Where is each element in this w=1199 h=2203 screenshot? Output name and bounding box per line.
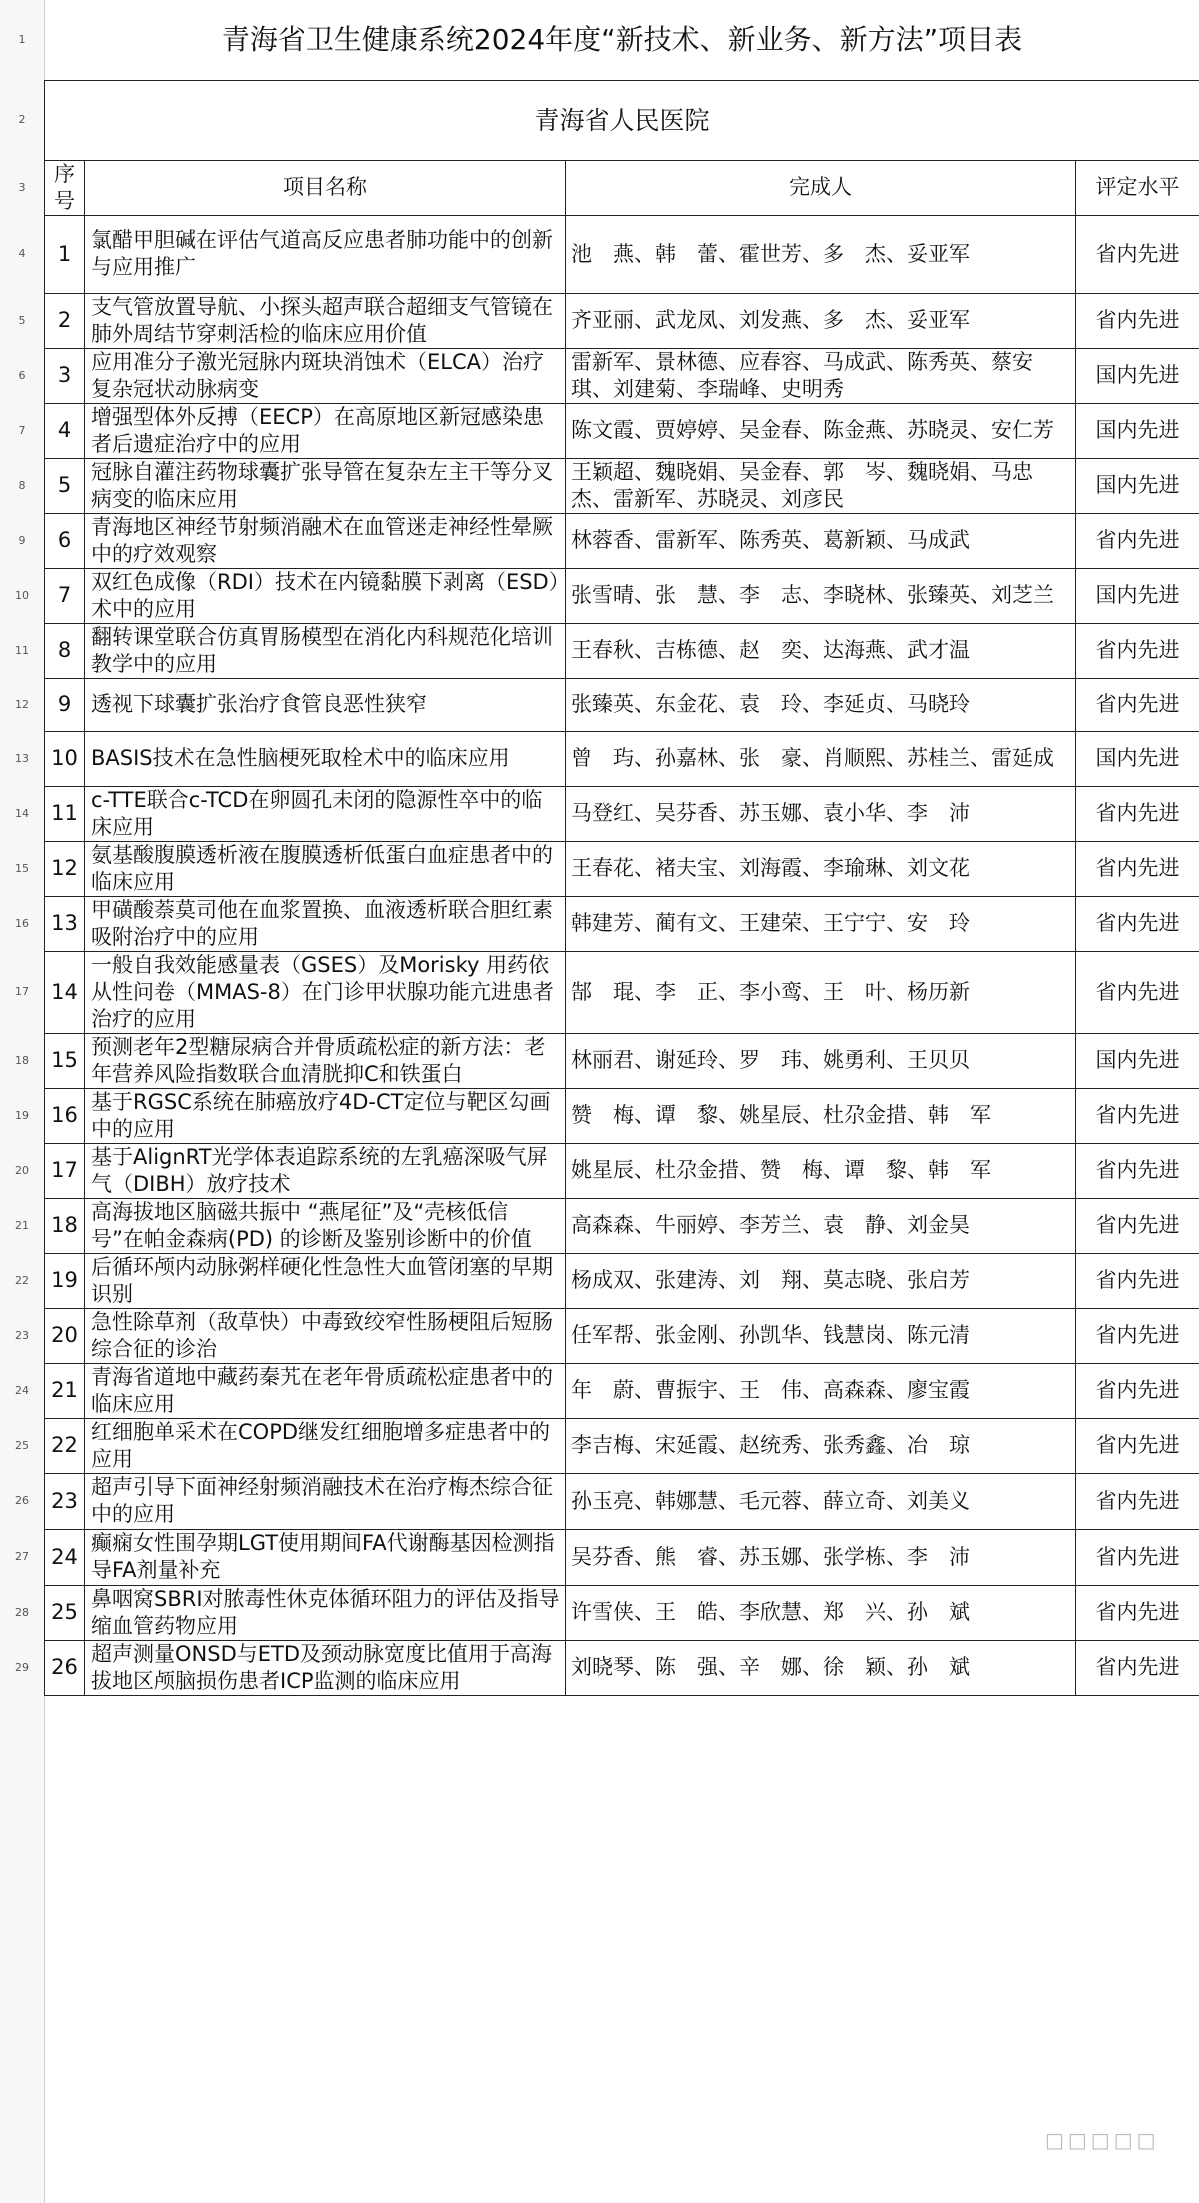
row-number-cell: 17 bbox=[45, 1143, 85, 1198]
watermark: □□□□□ bbox=[1045, 2128, 1160, 2152]
table-row bbox=[45, 293, 1199, 348]
table-row bbox=[45, 1143, 1199, 1198]
row-number: 16 bbox=[15, 916, 29, 930]
table-row bbox=[45, 348, 1199, 403]
row-number: 23 bbox=[15, 1328, 29, 1342]
row-number-cell: 6 bbox=[45, 513, 85, 568]
level-cell: 省内先进 bbox=[1076, 1363, 1199, 1418]
row-number-cell: 9 bbox=[45, 678, 85, 731]
table-row bbox=[45, 786, 1199, 841]
level-cell: 省内先进 bbox=[1076, 896, 1199, 951]
level-cell: 国内先进 bbox=[1076, 458, 1199, 513]
row-number: 10 bbox=[15, 588, 29, 602]
row-number: 6 bbox=[18, 368, 26, 382]
people-cell: 王春花、褚夫宝、刘海霞、李瑜琳、刘文花 bbox=[566, 841, 1076, 896]
people-cell: 吴芬香、熊 睿、苏玉娜、张学栋、李 沛 bbox=[566, 1529, 1076, 1585]
level-cell: 国内先进 bbox=[1076, 403, 1199, 458]
level-cell: 国内先进 bbox=[1076, 568, 1199, 623]
people-cell: 齐亚丽、武龙凤、刘发燕、多 杰、妥亚军 bbox=[566, 293, 1076, 348]
table-row bbox=[45, 568, 1199, 623]
level-cell: 国内先进 bbox=[1076, 348, 1199, 403]
row-number: 25 bbox=[15, 1438, 29, 1452]
project-name-cell: 翻转课堂联合仿真胃肠模型在消化内科规范化培训教学中的应用 bbox=[85, 623, 566, 678]
table-row bbox=[45, 1529, 1199, 1585]
project-name-cell: 透视下球囊扩张治疗食管良恶性狭窄 bbox=[85, 678, 566, 731]
level-cell: 省内先进 bbox=[1076, 513, 1199, 568]
project-name-cell: 超声测量ONSD与ETD及颈动脉宽度比值用于高海拔地区颅脑损伤患者ICP监测的临床应用 bbox=[85, 1640, 566, 1695]
project-name-cell: 冠脉自灌注药物球囊扩张导管在复杂左主干等分叉病变的临床应用 bbox=[85, 458, 566, 513]
table-row bbox=[45, 215, 1199, 293]
people-cell: 孙玉亮、韩娜慧、毛元蓉、薛立奇、刘美义 bbox=[566, 1473, 1076, 1529]
level-cell: 省内先进 bbox=[1076, 1308, 1199, 1363]
people-cell: 高森森、牛丽婷、李芳兰、袁 静、刘金昊 bbox=[566, 1198, 1076, 1253]
level-cell: 省内先进 bbox=[1076, 1473, 1199, 1529]
row-number-cell: 25 bbox=[45, 1585, 85, 1640]
level-cell: 省内先进 bbox=[1076, 786, 1199, 841]
people-cell: 郜 琨、李 正、李小鸾、王 叶、杨历新 bbox=[566, 951, 1076, 1033]
table-row bbox=[45, 1585, 1199, 1640]
table-row bbox=[45, 841, 1199, 896]
level-cell: 省内先进 bbox=[1076, 1143, 1199, 1198]
level-cell: 省内先进 bbox=[1076, 1585, 1199, 1640]
row-number-cell: 26 bbox=[45, 1640, 85, 1695]
row-number-cell: 8 bbox=[45, 623, 85, 678]
table-row bbox=[45, 1473, 1199, 1529]
row-number: 7 bbox=[18, 423, 26, 437]
level-cell: 省内先进 bbox=[1076, 215, 1199, 293]
row-number: 13 bbox=[15, 751, 29, 765]
row-number: 5 bbox=[18, 313, 26, 327]
row-number: 15 bbox=[15, 861, 29, 875]
people-cell: 韩建芳、蔺有文、王建荣、王宁宁、安 玲 bbox=[566, 896, 1076, 951]
header-name: 项目名称 bbox=[85, 160, 566, 215]
row-number-cell: 10 bbox=[45, 731, 85, 786]
row-number: 29 bbox=[15, 1660, 29, 1674]
table-row bbox=[45, 896, 1199, 951]
table-row bbox=[45, 1033, 1199, 1088]
row-number: 19 bbox=[15, 1108, 29, 1122]
row-number-cell: 23 bbox=[45, 1473, 85, 1529]
row-number: 24 bbox=[15, 1383, 29, 1397]
level-cell: 国内先进 bbox=[1076, 1033, 1199, 1088]
row-number-cell: 19 bbox=[45, 1253, 85, 1308]
table-row bbox=[45, 678, 1199, 731]
level-cell: 省内先进 bbox=[1076, 951, 1199, 1033]
row-number-cell: 13 bbox=[45, 896, 85, 951]
table-row bbox=[45, 623, 1199, 678]
row-number-cell: 20 bbox=[45, 1308, 85, 1363]
project-name-cell: BASIS技术在急性脑梗死取栓术中的临床应用 bbox=[85, 731, 566, 786]
header-row bbox=[45, 160, 1199, 215]
row-number: 20 bbox=[15, 1163, 29, 1177]
project-name-cell: c-TTE联合c-TCD在卵圆孔未闭的隐源性卒中的临床应用 bbox=[85, 786, 566, 841]
row-number: 9 bbox=[18, 533, 26, 547]
header-no: 序号 bbox=[45, 160, 85, 215]
row-number-cell: 21 bbox=[45, 1363, 85, 1418]
level-cell: 省内先进 bbox=[1076, 623, 1199, 678]
project-name-cell: 一般自我效能感量表（GSES）及Morisky 用药依从性问卷（MMAS-8）在门诊甲状腺功能亢进患者治疗的应用 bbox=[85, 951, 566, 1033]
row-number: 8 bbox=[18, 478, 26, 492]
row-number-cell: 14 bbox=[45, 951, 85, 1033]
table-row bbox=[45, 513, 1199, 568]
people-cell: 张臻英、东金花、袁 玲、李延贞、马晓玲 bbox=[566, 678, 1076, 731]
project-name-cell: 甲磺酸萘莫司他在血浆置换、血液透析联合胆红素吸附治疗中的应用 bbox=[85, 896, 566, 951]
table-row bbox=[45, 1363, 1199, 1418]
row-number: 3 bbox=[18, 180, 26, 194]
table-title: 青海省卫生健康系统2024年度“新技术、新业务、新方法”项目表 bbox=[45, 0, 1199, 80]
row-number-cell: 1 bbox=[45, 215, 85, 293]
project-name-cell: 青海地区神经节射频消融术在血管迷走神经性晕厥中的疗效观察 bbox=[85, 513, 566, 568]
project-name-cell: 双红色成像（RDI）技术在内镜黏膜下剥离（ESD）术中的应用 bbox=[85, 568, 566, 623]
row-number-cell: 16 bbox=[45, 1088, 85, 1143]
people-cell: 姚星辰、杜尕金措、赞 梅、谭 黎、韩 军 bbox=[566, 1143, 1076, 1198]
level-cell: 省内先进 bbox=[1076, 293, 1199, 348]
row-number: 11 bbox=[15, 643, 29, 657]
row-number-cell: 18 bbox=[45, 1198, 85, 1253]
row-number: 14 bbox=[15, 806, 29, 820]
row-number: 21 bbox=[15, 1218, 29, 1232]
row-number-cell: 4 bbox=[45, 403, 85, 458]
people-cell: 林蓉香、雷新军、陈秀英、葛新颖、马成武 bbox=[566, 513, 1076, 568]
people-cell: 陈文霞、贾婷婷、吴金春、陈金燕、苏晓灵、安仁芳 bbox=[566, 403, 1076, 458]
row-number: 17 bbox=[15, 985, 29, 998]
project-name-cell: 基于RGSC系统在肺癌放疗4D-CT定位与靶区勾画中的应用 bbox=[85, 1088, 566, 1143]
row-number-cell: 15 bbox=[45, 1033, 85, 1088]
project-name-cell: 红细胞单采术在COPD继发红细胞增多症患者中的应用 bbox=[85, 1418, 566, 1473]
project-name-cell: 氨基酸腹膜透析液在腹膜透析低蛋白血症患者中的临床应用 bbox=[85, 841, 566, 896]
people-cell: 雷新军、景林德、应春容、马成武、陈秀英、蔡安琪、刘建菊、李瑞峰、史明秀 bbox=[566, 348, 1076, 403]
project-name-cell: 急性除草剂（敌草快）中毒致绞窄性肠梗阻后短肠综合征的诊治 bbox=[85, 1308, 566, 1363]
row-number-cell: 11 bbox=[45, 786, 85, 841]
hospital-row bbox=[45, 80, 1199, 160]
row-number-cell: 22 bbox=[45, 1418, 85, 1473]
project-name-cell: 癫痫女性围孕期LGT使用期间FA代谢酶基因检测指导FA剂量补充 bbox=[85, 1529, 566, 1585]
row-number-cell: 2 bbox=[45, 293, 85, 348]
table-row bbox=[45, 1253, 1199, 1308]
project-name-cell: 增强型体外反搏（EECP）在高原地区新冠感染患者后遗症治疗中的应用 bbox=[85, 403, 566, 458]
row-number-cell: 5 bbox=[45, 458, 85, 513]
row-number-cell: 3 bbox=[45, 348, 85, 403]
project-name-cell: 高海拔地区脑磁共振中 “燕尾征”及“壳核低信号”在帕金森病(PD) 的诊断及鉴别诊断中的价值 bbox=[85, 1198, 566, 1253]
table-row bbox=[45, 1418, 1199, 1473]
table-row bbox=[45, 403, 1199, 458]
row-number: 1 bbox=[18, 33, 26, 46]
project-table bbox=[44, 0, 1199, 1696]
row-number: 18 bbox=[15, 1053, 29, 1067]
level-cell: 省内先进 bbox=[1076, 1088, 1199, 1143]
row-number: 28 bbox=[15, 1605, 29, 1619]
table-row bbox=[45, 731, 1199, 786]
people-cell: 林丽君、谢延玲、罗 玮、姚勇利、王贝贝 bbox=[566, 1033, 1076, 1088]
project-name-cell: 青海省道地中藏药秦艽在老年骨质疏松症患者中的临床应用 bbox=[85, 1363, 566, 1418]
project-name-cell: 后循环颅内动脉粥样硬化性急性大血管闭塞的早期识别 bbox=[85, 1253, 566, 1308]
project-name-cell: 超声引导下面神经射频消融技术在治疗梅杰综合征中的应用 bbox=[85, 1473, 566, 1529]
people-cell: 赞 梅、谭 黎、姚星辰、杜尕金措、韩 军 bbox=[566, 1088, 1076, 1143]
project-name-cell: 应用准分子激光冠脉内斑块消蚀术（ELCA）治疗复杂冠状动脉病变 bbox=[85, 348, 566, 403]
people-cell: 年 蔚、曹振宇、王 伟、高森森、廖宝霞 bbox=[566, 1363, 1076, 1418]
project-name-cell: 氯醋甲胆碱在评估气道高反应患者肺功能中的创新与应用推广 bbox=[85, 215, 566, 293]
level-cell: 省内先进 bbox=[1076, 1640, 1199, 1695]
level-cell: 省内先进 bbox=[1076, 1198, 1199, 1253]
table-row bbox=[45, 1308, 1199, 1363]
people-cell: 张雪晴、张 慧、李 志、李晓林、张臻英、刘芝兰 bbox=[566, 568, 1076, 623]
level-cell: 省内先进 bbox=[1076, 678, 1199, 731]
project-name-cell: 支气管放置导航、小探头超声联合超细支气管镜在肺外周结节穿刺活检的临床应用价值 bbox=[85, 293, 566, 348]
people-cell: 许雪侠、王 皓、李欣慧、郑 兴、孙 斌 bbox=[566, 1585, 1076, 1640]
level-cell: 国内先进 bbox=[1076, 731, 1199, 786]
row-number-cell: 7 bbox=[45, 568, 85, 623]
table-row bbox=[45, 951, 1199, 1033]
hospital-name: 青海省人民医院 bbox=[45, 80, 1199, 160]
people-cell: 曾 玙、孙嘉林、张 豪、肖顺熙、苏桂兰、雷延成 bbox=[566, 731, 1076, 786]
level-cell: 省内先进 bbox=[1076, 1529, 1199, 1585]
level-cell: 省内先进 bbox=[1076, 1418, 1199, 1473]
row-number-cell: 12 bbox=[45, 841, 85, 896]
people-cell: 王颖超、魏晓娟、吴金春、郭 岑、魏晓娟、马忠杰、雷新军、苏晓灵、刘彦民 bbox=[566, 458, 1076, 513]
row-number: 22 bbox=[15, 1273, 29, 1287]
level-cell: 省内先进 bbox=[1076, 841, 1199, 896]
people-cell: 李吉梅、宋延霞、赵统秀、张秀鑫、冶 琼 bbox=[566, 1418, 1076, 1473]
row-number-gutter bbox=[0, 0, 45, 2203]
title-row bbox=[45, 0, 1199, 80]
header-people: 完成人 bbox=[566, 160, 1076, 215]
table-row bbox=[45, 458, 1199, 513]
table-row bbox=[45, 1088, 1199, 1143]
people-cell: 池 燕、韩 蕾、霍世芳、多 杰、妥亚军 bbox=[566, 215, 1076, 293]
row-number: 27 bbox=[15, 1550, 29, 1563]
people-cell: 马登红、吴芬香、苏玉娜、袁小华、李 沛 bbox=[566, 786, 1076, 841]
row-number: 12 bbox=[15, 697, 29, 711]
project-name-cell: 预测老年2型糖尿病合并骨质疏松症的新方法：老年营养风险指数联合血清胱抑C和铁蛋白 bbox=[85, 1033, 566, 1088]
table-row bbox=[45, 1198, 1199, 1253]
header-level: 评定水平 bbox=[1076, 160, 1199, 215]
row-number: 4 bbox=[18, 247, 26, 260]
row-number: 26 bbox=[15, 1494, 29, 1507]
row-number: 2 bbox=[18, 113, 26, 126]
table-row bbox=[45, 1640, 1199, 1695]
project-name-cell: 基于AlignRT光学体表追踪系统的左乳癌深吸气屏气（DIBH）放疗技术 bbox=[85, 1143, 566, 1198]
level-cell: 省内先进 bbox=[1076, 1253, 1199, 1308]
people-cell: 刘晓琴、陈 强、辛 娜、徐 颖、孙 斌 bbox=[566, 1640, 1076, 1695]
project-name-cell: 鼻咽窝SBRI对脓毒性休克体循环阻力的评估及指导缩血管药物应用 bbox=[85, 1585, 566, 1640]
people-cell: 任军帮、张金刚、孙凯华、钱慧岗、陈元清 bbox=[566, 1308, 1076, 1363]
row-number-cell: 24 bbox=[45, 1529, 85, 1585]
people-cell: 王春秋、吉栋德、赵 奕、达海燕、武才温 bbox=[566, 623, 1076, 678]
people-cell: 杨成双、张建涛、刘 翔、莫志晓、张启芳 bbox=[566, 1253, 1076, 1308]
